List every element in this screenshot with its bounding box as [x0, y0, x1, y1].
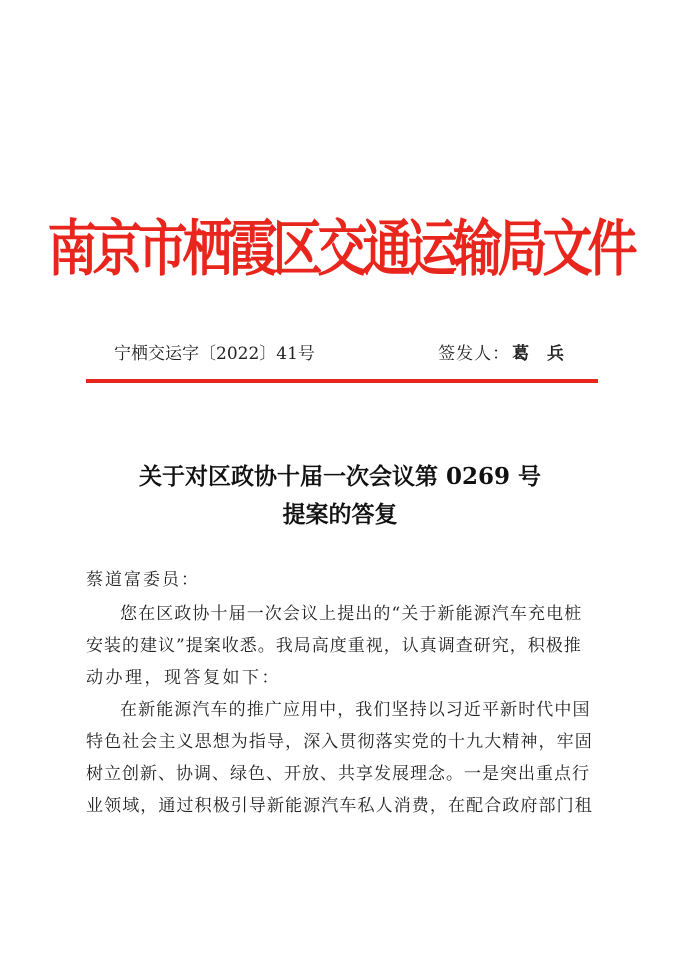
document-title — [0, 458, 680, 534]
title-line-1: 关于对区政协十届一次会议第 0269 号 — [138, 463, 542, 490]
document-number: 宁栖交运字〔2022〕41号 — [114, 344, 315, 364]
paragraph-2-line-2: 特色社会主义思想为指导，深入贯彻落实党的十九大精神，牢固 — [86, 732, 593, 752]
paragraph-1-line-3: 动办理，现答复如下： — [86, 668, 281, 688]
document-meta — [114, 340, 570, 368]
signer-label: 签发人： — [438, 344, 511, 364]
salutation: 蔡道富委员： — [86, 570, 200, 590]
paragraph-2-line-1: 在新能源汽车的推广应用中，我们坚持以习近平新时代中国 — [120, 700, 591, 720]
signer-name: 葛 兵 — [512, 344, 570, 364]
masthead: 南京市栖霞区交通运输局文件 — [47, 212, 633, 285]
signer — [438, 340, 570, 368]
paragraph-2-line-4: 业领域，通过积极引导新能源汽车私人消费，在配合政府部门租 — [86, 796, 593, 816]
paragraph-1-line-2: 安装的建议”提案收悉。我局高度重视，认真调查研究，积极推 — [86, 636, 582, 656]
title-line-2: 提案的答复 — [282, 501, 398, 528]
red-divider-rule — [86, 379, 598, 383]
paragraph-2-line-3: 树立创新、协调、绿色、开放、共享发展理念。一是突出重点行 — [86, 764, 590, 784]
paragraph-1-line-1: 您在区政协十届一次会议上提出的“关于新能源汽车充电桩 — [120, 604, 583, 624]
